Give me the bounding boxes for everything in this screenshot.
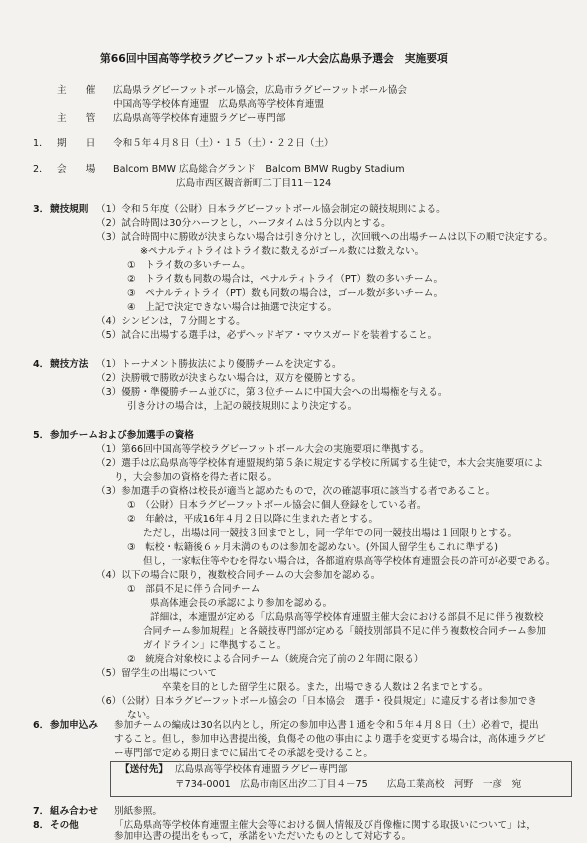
method-label: 競技方法: [50, 359, 89, 370]
application-line: すること。但し，参加申込書提出後，負傷その他の事由により選手を変更する場合は，高体連ラグビ: [114, 734, 546, 745]
eligibility-item: （6）（公財）日本ラグビーフットボール協会の「日本協会 選手・役員規定」に違反する者は参加でき: [96, 696, 537, 707]
eligibility-item: ② 年齢は，平成16年４月２日以降に生まれた者とする。: [127, 514, 379, 525]
eligibility-label: 参加チームおよび参加選手の資格: [50, 430, 194, 441]
draw-number: 7．: [33, 806, 50, 817]
eligibility-item: ③ 転校・転籍後６ヶ月未満のものは参加を認めない。(外国人留学生もこれに準ずる): [127, 542, 499, 553]
venue-line2: 広島市西区観音新町二丁目11－124: [176, 178, 332, 189]
application-line: 参加チームの編成は30名以内とし，所定の参加申込書１通を令和５年４月８日（土）必着で，提出: [114, 720, 539, 731]
rules-item: （2）試合時間は30分ハーフとし，ハーフタイムは５分以内とする。: [96, 218, 391, 229]
destination-line1: 広島県高等学校体育連盟ラグビー専門部: [175, 764, 348, 775]
draw-value: 別紙参照。: [114, 806, 162, 817]
eligibility-item: （3）参加選手の資格は校長が適当と認めたもので，次の確認事項に該当する者であること。: [96, 486, 496, 497]
rules-number: 3．: [33, 204, 50, 215]
rules-item: ④ 上記で決定できない場合は抽選で決定する。: [127, 302, 338, 313]
eligibility-item: ない。: [127, 710, 156, 721]
shukan-label: 主 管: [57, 113, 96, 124]
period-number: 1．: [33, 138, 49, 149]
rules-item: （1）令和５年度（公財）日本ラグビーフットボール協会制定の競技規則による。: [96, 204, 446, 215]
eligibility-item: 但し，一家転住等やむを得ない場合は，各都道府県高等学校体育連盟会長の許可が必要である。: [143, 556, 556, 567]
document-title: 第66回中国高等学校ラグビーフットボール大会広島県予選会 実施要項: [100, 52, 448, 65]
application-line: ー専門部で定める期日までに届出てその承認を受けること。: [114, 748, 374, 759]
shusai-line1: 広島県ラグビーフットボール協会，広島市ラグビーフットボール協会: [113, 85, 407, 96]
rules-item: （4）シンビンは，７分間とする。: [96, 316, 246, 327]
application-label: 参加申込み: [50, 720, 98, 731]
eligibility-item: 詳細は，本連盟が定める「広島県高等学校体育連盟主催大会における部員不足に伴う複数校: [150, 612, 544, 623]
rules-item: ※ペナルティトライはトライ数に数えるがゴール数には数えない。: [140, 246, 425, 257]
other-label: その他: [50, 820, 79, 831]
application-number: 6．: [33, 720, 50, 731]
shukan-value: 広島県高等学校体育連盟ラグビー専門部: [113, 113, 286, 124]
method-item: （3）優勝・準優勝チーム並びに，第３位チームに中国大会への出場権を与える。: [96, 387, 448, 398]
shusai-line2: 中国高等学校体育連盟 広島県高等学校体育連盟: [113, 99, 325, 110]
rules-item: （3）試合時間中に勝敗が決まらない場合は引き分けとし，次回戦への出場チームは以下の順で決定する。: [96, 232, 554, 243]
other-line2: 参加申込書の提出をもって，承諾をいただいたものとして対応する。: [114, 831, 412, 842]
rules-item: ① トライ数の多いチーム。: [127, 260, 251, 271]
draw-label: 組み合わせ: [50, 806, 98, 817]
eligibility-item: ガイドライン」に準拠すること。: [143, 640, 287, 651]
rules-item: ② トライ数も同数の場合は，ペナルティトライ（PT）数の多いチーム。: [127, 274, 444, 285]
eligibility-item: ただし，出場は同一競技３回までとし，同一学年での同一競技出場は１回限りとする。: [143, 528, 518, 539]
method-item: 引き分けの場合は，上記の競技規則により決定する。: [127, 401, 358, 412]
method-item: （2）決勝戦で勝敗が決まらない場合は，双方を優勝とする。: [96, 373, 362, 384]
method-number: 4．: [33, 359, 50, 370]
destination-label: 【送付先】: [120, 764, 168, 775]
eligibility-item: ② 統廃合対象校による合同チーム（統廃合完了前の２年間に限る）: [127, 654, 424, 665]
eligibility-number: 5．: [33, 430, 50, 441]
rules-label: 競技規則: [50, 204, 89, 215]
period-value: 令和５年４月８日（土）・１５（土）・２２日（土）: [113, 138, 334, 149]
venue-number: 2．: [33, 164, 49, 175]
rules-item: ③ ペナルティトライ（PT）数も同数の場合は，ゴール数が多いチーム。: [127, 288, 444, 299]
eligibility-item: 県高体連会長の承認により参加を認める。: [150, 598, 333, 609]
venue-line1: Balcom BMW 広島総合グランド Balcom BMW Rugby Stadium: [113, 164, 405, 175]
eligibility-item: （4）以下の場合に限り，複数校合同チームの大会参加を認める。: [96, 570, 381, 581]
eligibility-item: 合同チーム参加規程」と各競技専門部が定める「競技別部員不足に伴う複数校合同チーム参加: [143, 626, 546, 637]
other-number: 8．: [33, 820, 50, 831]
eligibility-item: 卒業を目的とした留学生に限る。また，出場できる人数は２名までとする。: [162, 682, 489, 693]
shusai-label: 主 催: [57, 85, 96, 96]
period-label: 期 日: [57, 138, 96, 149]
eligibility-item: （5）留学生の出場について: [96, 668, 218, 679]
rules-item: （5）試合に出場する選手は，必ずヘッドギア・マウスガードを装着すること。: [96, 330, 438, 341]
method-item: （1）トーナメント勝抜法により優勝チームを決定する。: [96, 359, 342, 370]
eligibility-item: （1）第66回中国高等学校ラグビーフットボール大会の実施要項に準拠する。: [96, 444, 430, 455]
other-line1: 「広島県高等学校体育連盟主催大会等における個人情報及び肖像権に関する取扱いについて」は，: [114, 820, 536, 831]
destination-line2: 〒734-0001 広島市南区出汐二丁目４－75 広島工業高校 河野 一彦 宛: [175, 779, 522, 790]
eligibility-item: り，大会参加の資格を得た者に限る。: [114, 472, 278, 483]
eligibility-item: ① 部員不足に伴う合同チーム: [127, 584, 261, 595]
venue-label: 会 場: [57, 164, 96, 175]
eligibility-item: （2）選手は広島県高等学校体育連盟規約第５条に規定する学校に所属する生徒で，本大会実施要項によ: [96, 458, 544, 469]
eligibility-item: ① （公財）日本ラグビーフットボール協会に個人登録をしている者。: [127, 500, 427, 511]
